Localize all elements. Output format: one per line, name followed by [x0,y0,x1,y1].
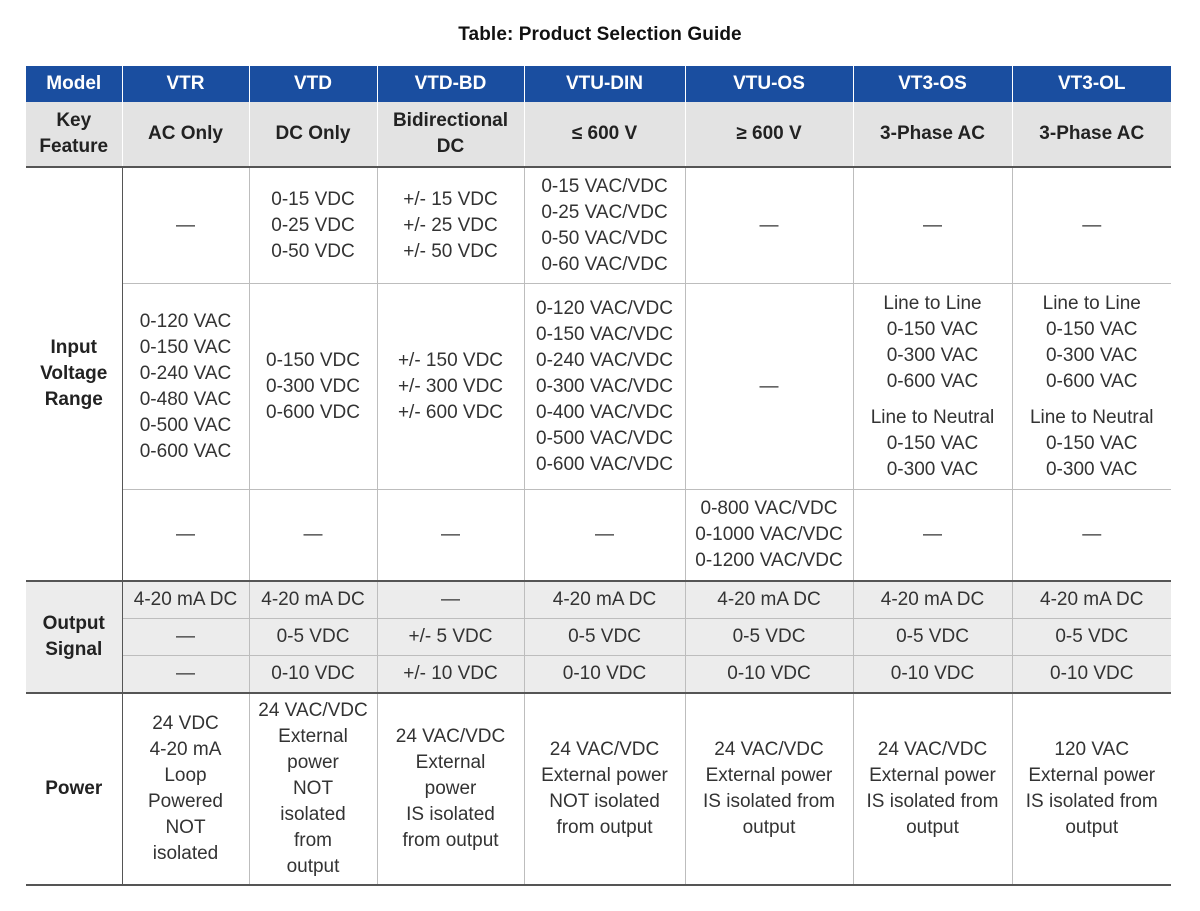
power-cell [1012,693,1171,885]
cell-line: External power [541,765,668,786]
cell-line: +/- 50 VDC [403,240,498,262]
power-cell [377,693,524,885]
input-voltage-cell [377,490,524,582]
cell-line: — [1082,524,1102,545]
cell-line: 0-300 VAC [886,344,979,366]
cell-line: Voltage [40,363,108,384]
output-signal-cell: 0-5 VDC [524,619,685,656]
cell-line: 0-25 VAC/VDC [541,201,668,223]
output-signal-cell: 0-5 VDC [249,619,377,656]
cell-line: — [923,524,942,545]
cell-line: +/- 15 VDC [403,188,498,210]
output-signal-cell: 4-20 mA DC [249,581,377,619]
cell-line: External [415,752,486,773]
cell-line: External power [705,765,833,786]
cell-line: NOT [165,817,206,838]
cell-line: — [923,214,942,236]
output-signal-cell: 0-10 VDC [524,656,685,694]
cell-line: Feature [39,136,109,157]
power-row [26,693,1171,885]
cell-line: ≤ 600 V [571,123,638,144]
cell-line: 0-150 VDC [266,349,360,371]
key-feature-cell [1012,102,1171,167]
cell-line: External power [869,765,996,786]
cell-line: AC Only [148,123,223,144]
cell-line: — [759,214,779,236]
cell-line: 0-15 VDC [271,188,355,210]
output-signal-cell: 0-10 VDC [249,656,377,694]
cell-line: 0-120 VAC [139,310,232,332]
cell-line: +/- 25 VDC [403,214,498,236]
header-cell-vtu-os: VTU-OS [685,66,853,102]
key-feature-cell [377,102,524,167]
output-signal-cell: 4-20 mA DC [1012,581,1171,619]
cell-line: 0-150 VAC [886,432,979,454]
cell-line: 0-300 VAC [1045,344,1138,366]
cell-line: 24 VAC/VDC [714,739,824,760]
output-signal-cell: — [122,656,249,694]
cell-line: 0-600 VAC/VDC [536,453,673,475]
header-cell-model: Model [26,66,122,102]
power-cell [524,693,685,885]
cell-line: 3-Phase AC [1039,123,1145,144]
cell-line: 24 VAC/VDC [549,739,660,760]
cell-line: Line to Neutral [1029,406,1154,428]
cell-line: +/- 600 VDC [397,401,504,423]
input-voltage-cell [249,490,377,582]
cell-line: 0-300 VDC [266,375,360,397]
cell-line: 0-240 VAC/VDC [536,349,673,371]
input-voltage-row [26,167,1171,284]
header-row [26,66,1171,102]
output-signal-row [26,581,1171,619]
cell-line: 0-800 VAC/VDC [700,498,838,519]
cell-line: 0-15 VAC/VDC [541,175,668,197]
input-voltage-row [26,490,1171,582]
cell-line: 0-300 VAC [886,458,979,480]
header-cell-vtu-din: VTU-DIN [524,66,685,102]
cell-line: IS isolated [406,804,495,825]
key-feature-label [26,102,122,167]
key-feature-cell [524,102,685,167]
cell-line: 0-150 VAC/VDC [536,323,673,345]
input-voltage-cell [1012,167,1171,284]
cell-line: Loop [164,765,207,786]
cell-line: 3-Phase AC [880,123,985,144]
cell-line: output [906,817,959,838]
header-cell-vtr: VTR [122,66,249,102]
cell-line: External power [1028,765,1156,786]
input-voltage-cell [377,284,524,490]
header-cell-vtd-bd: VTD-BD [377,66,524,102]
cell-line: power [424,778,477,799]
cell-line: Key [56,110,92,131]
cell-line: 0-1200 VAC/VDC [695,550,843,571]
cell-line: Powered [148,791,223,812]
input-voltage-cell [524,167,685,284]
input-voltage-cell [1012,490,1171,582]
cell-line: IS isolated from [866,791,999,812]
cell-line: — [441,524,460,545]
cell-line: Range [44,389,103,410]
cell-line: isolated [152,843,219,864]
key-feature-cell [853,102,1012,167]
header-cell-vt3-os: VT3-OS [853,66,1012,102]
cell-line: 0-500 VAC [139,414,232,436]
cell-line: output [742,817,796,838]
cell-line: output [1065,817,1119,838]
cell-line: isolated [280,804,346,825]
output-signal-cell: 0-5 VDC [1012,619,1171,656]
output-signal-cell: 0-10 VDC [685,656,853,694]
cell-line: NOT isolated [549,791,660,812]
cell-line: — [303,524,323,545]
cell-line: DC [436,136,465,157]
cell-line: — [1082,214,1102,236]
key-feature-cell [122,102,249,167]
header-cell-vtd: VTD [249,66,377,102]
cell-line: 0-600 VAC [139,440,232,462]
cell-line: 24 VAC/VDC [258,700,368,721]
input-voltage-row [26,284,1171,490]
cell-line: Signal [45,639,103,660]
cell-line: — [176,524,195,545]
input-voltage-cell [377,167,524,284]
input-voltage-cell [853,284,1012,490]
cell-line: output [286,856,340,877]
cell-line: 120 VAC [1054,739,1130,760]
output-signal-cell: 0-10 VDC [1012,656,1171,694]
cell-line: from [294,830,332,851]
input-voltage-cell [524,490,685,582]
power-cell [685,693,853,885]
cell-line: 0-240 VAC [139,362,232,384]
power-cell [853,693,1012,885]
input-voltage-cell [524,284,685,490]
cell-line: DC Only [275,123,351,144]
cell-line: 0-480 VAC [139,388,232,410]
cell-line: 0-1000 VAC/VDC [695,524,843,545]
cell-line: 0-600 VDC [266,401,360,423]
cell-line: NOT [292,778,334,799]
cell-line: +/- 300 VDC [397,375,504,397]
cell-line: Input [50,337,97,358]
input-voltage-cell [122,167,249,284]
input-voltage-cell [122,284,249,490]
header-cell-vt3-ol: VT3-OL [1012,66,1171,102]
cell-line: Bidirectional [392,110,509,131]
output-signal-row [26,619,1171,656]
cell-line: 0-600 VAC [1045,370,1138,392]
cell-line: 0-50 VAC/VDC [541,227,668,249]
output-signal-cell: 0-10 VDC [853,656,1012,694]
cell-line: +/- 150 VDC [397,349,504,371]
cell-line: Line to Neutral [870,406,995,428]
cell-line: 0-25 VDC [271,214,355,236]
output-signal-cell: 4-20 mA DC [685,581,853,619]
cell-line: — [176,214,195,236]
power-cell [122,693,249,885]
cell-line: Line to Line [883,292,982,314]
cell-line: Power [45,778,103,799]
cell-line: power [287,752,339,773]
input-voltage-cell [122,490,249,582]
output-signal-label [26,581,122,693]
input-voltage-cell [685,284,853,490]
cell-line: 24 VDC [152,713,219,734]
key-feature-cell [249,102,377,167]
output-signal-cell: 4-20 mA DC [122,581,249,619]
output-signal-cell: — [122,619,249,656]
cell-line: 0-300 VAC/VDC [536,375,673,397]
input-voltage-cell [853,490,1012,582]
output-signal-cell: +/- 10 VDC [377,656,524,694]
table-title: Table: Product Selection Guide [458,24,742,45]
key-feature-cell [685,102,853,167]
cell-line: External [278,726,348,747]
product-selection-table [26,66,1171,886]
cell-line: 0-500 VAC/VDC [536,427,673,449]
cell-line: 0-300 VAC [1045,458,1138,480]
output-signal-row [26,656,1171,694]
key-feature-row [26,102,1171,167]
input-voltage-cell [853,167,1012,284]
cell-line: 0-150 VAC [886,318,979,340]
cell-line: 0-400 VAC/VDC [536,401,673,423]
cell-line: 0-600 VAC [886,370,979,392]
input-voltage-cell [685,167,853,284]
cell-line: 24 VAC/VDC [395,726,506,747]
cell-line: 0-150 VAC [1045,318,1138,340]
cell-line: 24 VAC/VDC [877,739,988,760]
cell-line: IS isolated from [1025,791,1158,812]
output-signal-cell: — [377,581,524,619]
input-voltage-cell [685,490,853,582]
cell-line: 0-120 VAC/VDC [536,297,673,319]
input-voltage-cell [1012,284,1171,490]
power-label [26,693,122,885]
cell-line: — [759,375,779,397]
cell-line: from output [556,817,653,838]
cell-line: from output [402,830,499,851]
cell-line: ≥ 600 V [736,123,802,144]
input-voltage-cell [249,167,377,284]
output-signal-cell: 4-20 mA DC [524,581,685,619]
cell-line: 0-50 VDC [271,240,355,262]
cell-line: — [595,524,614,545]
output-signal-cell: 4-20 mA DC [853,581,1012,619]
cell-line: 0-60 VAC/VDC [541,253,668,275]
input-voltage-cell [249,284,377,490]
cell-line: IS isolated from [703,791,835,812]
cell-line: 0-150 VAC [139,336,232,358]
cell-line: Output [42,613,105,634]
input-voltage-label [26,167,122,581]
cell-line: Line to Line [1042,292,1141,314]
output-signal-cell: 0-5 VDC [853,619,1012,656]
cell-line: 0-150 VAC [1045,432,1138,454]
output-signal-cell: +/- 5 VDC [377,619,524,656]
cell-line: 4-20 mA [149,739,222,760]
output-signal-cell: 0-5 VDC [685,619,853,656]
line-gap [1015,395,1170,405]
line-gap [856,395,1010,405]
power-cell [249,693,377,885]
